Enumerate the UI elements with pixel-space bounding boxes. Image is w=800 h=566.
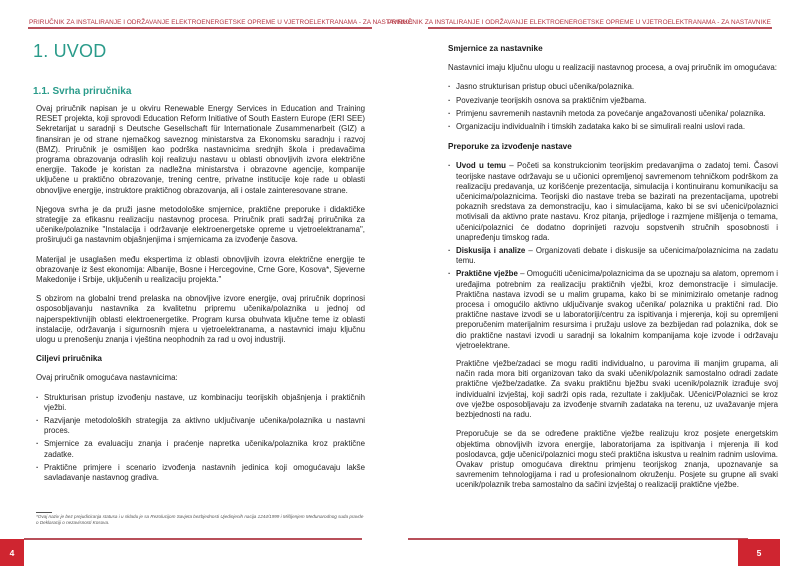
- list-item: · Smjernice za evaluaciju znanja i praćenje napretka učenika/polaznika kroz praktične zadatke.: [36, 439, 365, 459]
- page-number: 5: [738, 539, 780, 566]
- list-item: [448, 161, 778, 243]
- chapter-title: 1. UVOD: [33, 41, 107, 61]
- list-item: [448, 246, 778, 266]
- list-item: · Primjenu savremenih nastavnih metoda za povećanje angažovanosti učenika/ polaznika.: [448, 109, 778, 119]
- footnote: *Ovaj naziv je bez prejudiciranja statusa i u skladu je sa Rezolucijom Savjeta bezbjednosti Ujedinjenih nacija 1244/1999 i Mišljenjem Međunarodnog suda pravde o Deklaraciji o nezavisnosti Kosova.: [36, 514, 364, 525]
- item-text: – Početi sa konstrukcionim teorijskim predavanjima o zadatoj temi. Časovi teorijske nastave održavaju se u učionici opremljenoj savremenom tehničkom podrškom za realizaciju predavanja, uz korišćenje prezentacija, simulacija i kontinuiranu komunikaciju sa učenicima/polaznicima. Teorijski dio nastave treba se bazirati na prezentacijama, upotrebi pokaznih sredstava za demonstraciju, kao i simulacijama, kako bi se svi učenici/polaznici motivisali da aktivno prate nastavu. Kroz pitanja, prijedloge i razmjene mišljenja o temama, učenici/polaznici će dodatno doprinijeti razvoju sopstvenih stručnih sposobnosti i unapređenju timskog rada.: [456, 161, 778, 242]
- list-item: · Razvijanje metodoloških strategija za aktivno uključivanje učenika/polaznika u nastavni proces.: [36, 416, 365, 436]
- list-item: [448, 269, 778, 351]
- item-term: Praktične vježbe: [456, 269, 518, 279]
- paragraph: Njegova svrha je da pruži jasne metodološke smjernice, praktične preporuke i didaktičke strategije za efikasnu realizaciju nastavnog procesa. Priručnik prati sadržaj priručnika za učenike/polaznike "Instalacija i održavanje elektroenergetske opreme u vjetroelektranama", proširujući ga nastavnim objašnjenjima i smjernicama za izvođenje časova.: [36, 204, 365, 245]
- paragraph: S obzirom na globalni trend prelaska na obnovljive izvore energije, ovaj priručnik doprinosi osposobljavanju nastavnika za kvalitetnu pripremu učenika/polaznika u jednoj od najperspektivnijih oblasti elektroenergetike. Program kursa obuhvata ključne teme iz oblasti instalacije, održavanja i sigurnosnih mjera u vjetroelektranama, a nastavnici imaju ključnu ulogu u prenošenju znanja i vještina neophodnih za rad u ovoj industriji.: [36, 294, 365, 345]
- header-rule: [28, 27, 372, 29]
- right-page-content: [448, 44, 778, 500]
- list-item: · Praktične primjere i scenario izvođenja nastavnih jedinica koji omogućavaju lakše savladavanje nastavnog gradiva.: [36, 463, 365, 483]
- list-item: · Organizaciju individualnih i timskih zadataka kako bi se simulirali realni uslovi rada.: [448, 122, 778, 132]
- guidelines-heading: Smjernice za nastavnike: [448, 44, 543, 53]
- right-page: [387, 0, 800, 566]
- left-page-content: [33, 40, 365, 489]
- running-header: PRIRUČNIK ZA INSTALIRANJE I ODRŽAVANJE ELEKTROENERGETSKE OPREME U VJETROELEKTRANAMA - ZA NASTAVNIKE: [387, 19, 771, 26]
- section-title: 1.1. Svrha priručnika: [33, 86, 132, 97]
- guidelines-list: [448, 82, 778, 132]
- item-term: Uvod u temu: [456, 161, 506, 171]
- goals-intro: Ovaj priručnik omogućava nastavnicima:: [36, 373, 178, 383]
- paragraph: Materijal je usaglašen među ekspertima iz oblasti obnovljivih izovra električne energije te obrazovanje iz šest ekonomija: Albanije, Bosne i Hercegovine, Crne Gore, Kosova*, Sjeverne Makedonije i Srbije, uključenih u realizaciju projekta.": [36, 254, 365, 285]
- recommendations-list: [448, 161, 778, 351]
- guidelines-intro: Nastavnici imaju ključnu ulogu u realizaciji nastavnog procesa, a ovaj priručnik im omogućava:: [448, 63, 777, 73]
- recommendations-heading: Preporuke za izvođenje nastave: [448, 142, 572, 152]
- running-header: PRIRUČNIK ZA INSTALIRANJE I ODRŽAVANJE ELEKTROENERGETSKE OPREME U VJETROELEKTRANAMA - ZA NASTAVNIKE: [29, 19, 413, 26]
- item-text: – Organizovati debate i diskusije sa učenicima/polaznicima na zadatu temu.: [456, 246, 778, 266]
- paragraph: Ovaj priručnik napisan je u okviru Renewable Energy Services in Education and Training RESET projekta, koji sprovodi Education Reform Initiative of South Eastern Europe (ERI SEE) Sekretarijat u saradnji s Deutsche Gesellschaft für Internationale Zusammenarbeit (GIZ) a finansiran je od strane njemačkog saveznog ministarstva za Ekonomsku saradnju i razvoj (BMZ). Priručnik je osmišljen kao podrška nastavnicima srednjih škola i predavačima programa obrazovanja odraslih koji realizuju nastavu u oblasti obnovljivih izvora električne energije. Takođe je koristan za nadležna ministarstva i obrazovne agencije, kompanije uključene u praktično obrazovanje, trening centre, privatne institucije koje rade u oblasti obnovljive energije, instruktore praktičnog obrazovanja, ali i ostale zainteresovane strane.: [36, 104, 365, 195]
- goals-heading: Ciljevi priručnika: [36, 354, 102, 364]
- footer-rule: [24, 538, 362, 540]
- list-item: · Jasno strukturisan pristup obuci učenika/polaznika.: [448, 82, 778, 92]
- footnote-rule: [36, 512, 52, 513]
- header-rule: [428, 27, 772, 29]
- list-item: · Strukturisan pristup izvođenju nastave, uz kombinaciju teorijskih objašnjenja i praktičnih vježbi.: [36, 393, 365, 413]
- item-text: – Omogućiti učenicima/polaznicima da se upoznaju sa alatom, opremom i uređajima potrebnim za realizaciju praktičnih vježbi, kroz demonstracije i simulacije. Praktična nastava izvodi se u malim grupama, kako bi se minimiziralo ometanje radnog procesa i omogućilo aktivno uključivanje svakog učenika/ polaznika u praktični rad. Dio praktične nastave izvodi se u laboratoriji/centru za ispitivanja i mjerenja, koji su opremljeni preporučenim materijalnim resursima i pružaju uslove za bezbijedan rad polaznika, dok se dio praktične nastavi izvodi u saradnji sa lokalnim kompanijama koje izvode i održavaju vjetroelektrane.: [456, 269, 778, 350]
- footer-rule: [408, 538, 748, 540]
- paragraph: Preporučuje se da se određene praktične vježbe realizuju kroz posjete energetskim objektima obnovljivih izvora energije, laboratorijama za ispitivanja i mjerenja ili kod poslodavca, gdje učenici/polaznici mogu steći praktična iskustva u realnim radnim uslovima. Ovakav pristup omogućava direktnu primjenu teorijskog znanja, upoznavanje sa savremenim tehnologijama i rad u profesionalnom okruženju. Posjete su grupne ali svaki ucenik/polaznik treba samostalno da sačini izvještaj o realizaciji praktične vježbe.: [456, 429, 778, 490]
- goals-list: [36, 393, 365, 484]
- item-term: Diskusija i analize: [456, 246, 526, 256]
- list-item: · Povezivanje teorijskih osnova sa praktičnim vježbama.: [448, 96, 778, 106]
- page-number: 4: [0, 539, 24, 566]
- paragraph: Praktične vježbe/zadaci se mogu raditi individualno, u parovima ili manjim grupama, ali način rada mora biti organizovan tako da svaki učenik/polaznik samostalno odradi zadate praktične vježbe/zadatke. Za svaku praktičnu bježbu svaki ucenik/polaznik izrađuje svoj individualni izvještaj, koji sadrži opis rada, rezultate i zaključak. Učenici/Polaznici se kroz ove vježbe osposobljavaju za izvođenje stvarnih zadataka na terenu, uz uvažavanje mjera bezbjednosti na radu.: [456, 359, 778, 420]
